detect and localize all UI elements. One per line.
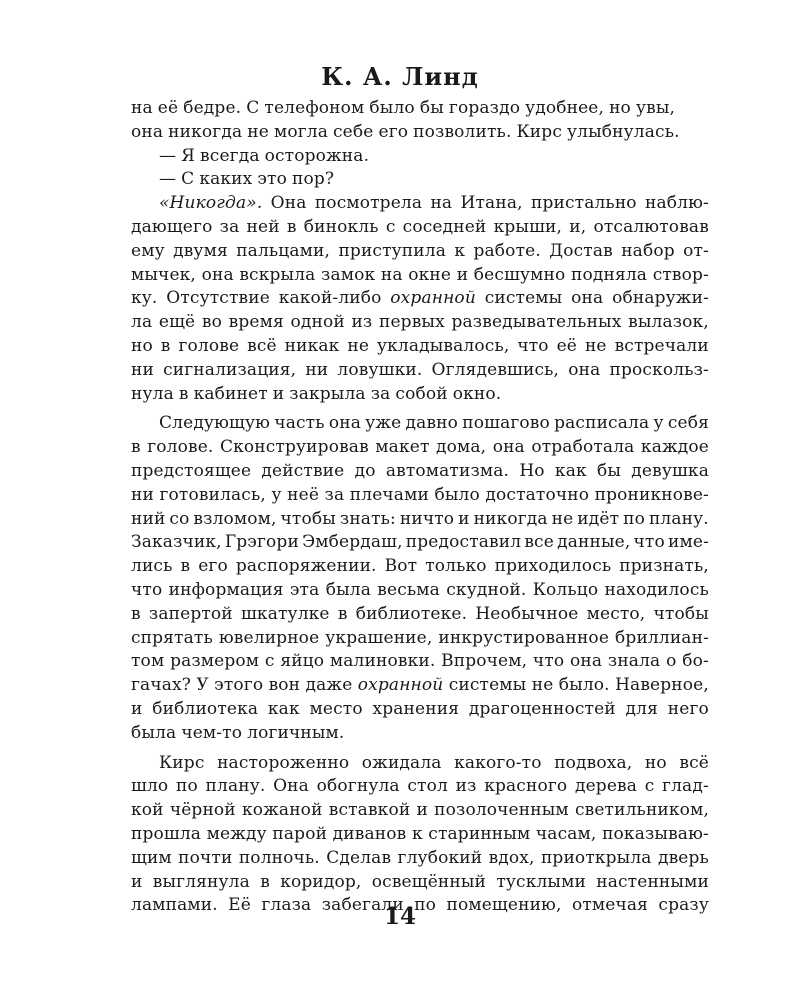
paragraph-4-line-7: что информация эта была весьма скудной. Кольцо находилось xyxy=(131,579,709,600)
paragraph-4-line-10: том размером с яйцо малиновки. Впрочем, что она знала о бо- xyxy=(131,651,709,672)
paragraph-3-line-0: «Никогда». Она посмотрела на Итана, пристально наблю- xyxy=(159,193,709,214)
paragraph-2-line-0: — С каких это пор? xyxy=(159,169,335,190)
paragraph-5-line-1: шло по плану. Она обогнула стол из красного дерева с глад- xyxy=(131,776,709,797)
paragraph-3-line-7: ни сигнализация, ни ловушки. Оглядевшись, она проскольз- xyxy=(131,359,709,380)
paragraph-5-line-2: кой чёрной кожаной вставкой и позолоченным светильником, xyxy=(131,800,709,821)
paragraph-4-line-9: спрятать ювелирное украшение, инкрустированное бриллиан- xyxy=(131,627,709,648)
paragraph-4-line-6: лись в его распоряжении. Вот только приходилось признать, xyxy=(131,556,709,577)
paragraph-5-line-4: щим почти полночь. Сделав глубокий вдох, приоткрыла дверь xyxy=(131,847,709,868)
paragraph-4-line-8: в запертой шкатулке в библиотеке. Необычное место, чтобы xyxy=(131,603,709,624)
paragraph-4-line-2: предстоящее действие до автоматизма. Но как бы девушка xyxy=(131,460,709,481)
paragraph-3-line-1: дающего за ней в бинокль с соседней крыши, и, отсалютовав xyxy=(131,216,709,237)
paragraph-3-line-2: ему двумя пальцами, приступила к работе. Достав набор от- xyxy=(131,240,709,261)
book-text xyxy=(131,97,709,918)
paragraph-3-line-8: нула в кабинет и закрыла за собой окно. xyxy=(131,383,502,404)
paragraph-0-line-0: на её бедре. С телефоном было бы гораздо удобнее, но увы, xyxy=(131,98,676,118)
running-header-author: К. А. Линд xyxy=(321,62,479,91)
paragraph-4-line-4: ний со взломом, чтобы знать: ничто и никогда не идёт по плану. xyxy=(131,508,709,529)
paragraph-4-line-0: Следующую часть она уже давно пошагово расписала у себя xyxy=(159,413,709,434)
paragraph-0-line-1: она никогда не могла себе его позволить. Кирс улыбнулась. xyxy=(131,121,680,142)
paragraph-4-line-3: ни готовилась, у неё за плечами было достаточно проникнове- xyxy=(131,484,709,505)
paragraph-3-line-3: мычек, она вскрыла замок на окне и бесшумно подняла створ- xyxy=(131,264,709,285)
paragraph-4-line-11: гачах? У этого вон даже охранной системы не было. Наверное, xyxy=(131,675,709,696)
page-number: 14 xyxy=(383,903,416,930)
paragraph-5-line-6: лампами. Её глаза забегали по помещению, отмечая сразу xyxy=(131,895,709,916)
paragraph-3-line-4: ку. Отсутствие какой-либо охранной системы она обнаружи- xyxy=(131,288,709,309)
paragraph-4-line-5: Заказчик, Грэгори Эмбердаш, предоставил все данные, что име- xyxy=(131,532,709,553)
paragraph-3-line-6: но в голове всё никак не укладывалось, что её не встречали xyxy=(131,335,709,356)
paragraph-4-line-13: была чем-то логичным. xyxy=(131,722,345,743)
paragraph-4-line-12: и библиотека как место хранения драгоценностей для него xyxy=(131,698,709,719)
paragraph-5-line-3: прошла между парой диванов к старинным часам, показываю- xyxy=(131,823,709,844)
paragraph-5-line-5: и выглянула в коридор, освещённый тусклыми настенными xyxy=(131,871,709,892)
paragraph-3-line-5: ла ещё во время одной из первых разведывательных вылазок, xyxy=(131,312,709,333)
paragraph-1-line-0: — Я всегда осторожна. xyxy=(159,145,370,166)
paragraph-5-line-0: Кирс настороженно ожидала какого-то подвоха, но всё xyxy=(159,752,709,773)
paragraph-4-line-1: в голове. Сконструировав макет дома, она отработала каждое xyxy=(131,437,709,458)
